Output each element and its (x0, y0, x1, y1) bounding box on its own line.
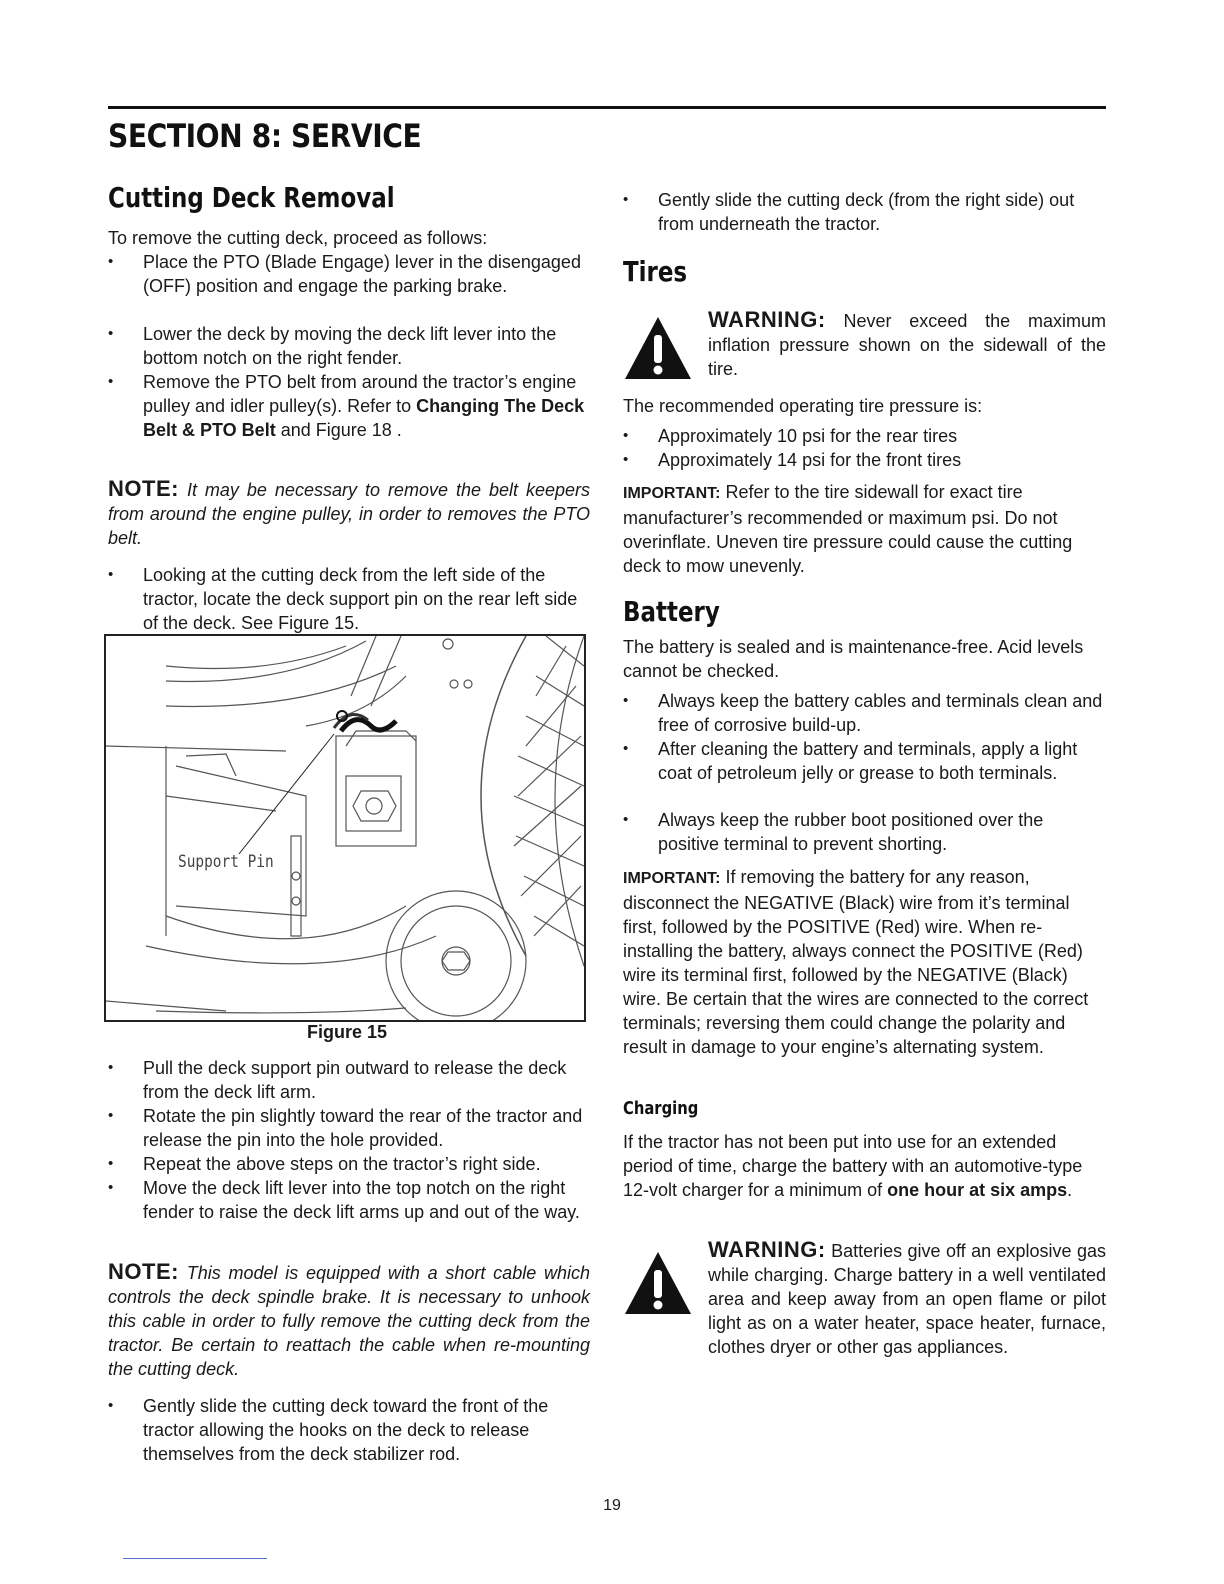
battery-important (623, 865, 1108, 1059)
bullet-rotate-pin: • Rotate the pin slightly toward the rear of the tractor and release the pin into the hole provided. (108, 1104, 590, 1152)
section-title: SECTION 8: SERVICE (108, 117, 422, 155)
warning-label: WARNING: (708, 1237, 826, 1262)
bullet-pull-pin: • Pull the deck support pin outward to release the deck from the deck lift arm. (108, 1056, 590, 1104)
tires-warning-text (708, 308, 1106, 381)
cutting-deck-intro: To remove the cutting deck, proceed as follows: (108, 228, 488, 248)
tires-warning (623, 308, 1108, 384)
warning-triangle-icon (623, 313, 693, 383)
bullet-petroleum-jelly: • After cleaning the battery and terminals, apply a light coat of petroleum jelly or grease to both terminals. (623, 737, 1108, 785)
charging-warning (623, 1238, 1108, 1388)
bullet-remove-pto-belt (108, 370, 590, 442)
cutting-deck-removal-heading: Cutting Deck Removal (108, 181, 395, 214)
bullet-pto-lever: • Place the PTO (Blade Engage) lever in the disengaged (OFF) position and engage the parking brake. (108, 250, 590, 298)
note-text: It may be necessary to remove the belt keepers from around the engine pulley, in order to removes the PTO belt. (108, 480, 590, 548)
bullet-lower-deck: • Lower the deck by moving the deck lift lever into the bottom notch on the right fender. (108, 322, 590, 370)
bullet-rear-tires: • Approximately 10 psi for the rear tires (623, 424, 1108, 448)
bullet-front-tires: • Approximately 14 psi for the front tires (623, 448, 1108, 472)
charging-text (623, 1130, 1108, 1202)
warning-body: Never exceed the maximum inflation pressure shown on the sidewall of the tire. (708, 311, 1106, 379)
pto-belt-figure-ref: and Figure 18 . (275, 420, 402, 440)
warning-triangle-icon (623, 1248, 693, 1318)
bullet-slide-right-side: • Gently slide the cutting deck (from the right side) out from underneath the tractor. (623, 188, 1108, 236)
battery-heading: Battery (623, 595, 720, 628)
tires-important (623, 480, 1108, 578)
note-text: This model is equipped with a short cable which controls the deck spindle brake. It is necessary to unhook this cable in order to fully remove the cutting deck from the tractor. Be certain to reattach the cable when re-mounting the cutting deck. (108, 1263, 590, 1379)
pto-belt-reference: Changing The Deck Belt & PTO Belt (143, 396, 585, 440)
charging-heading: Charging (623, 1098, 699, 1119)
bullet-move-lever: • Move the deck lift lever into the top notch on the right fender to raise the deck lift arms up and out of the way. (108, 1176, 590, 1224)
deck-support-pin-drawing (106, 636, 584, 1020)
charging-body: If the tractor has not been put into use for an extended period of time, charge the battery with an automotive-type 12-volt charger for a minimum of (623, 1132, 1083, 1200)
important-label: IMPORTANT: (623, 870, 721, 887)
battery-intro: The battery is sealed and is maintenance-free. Acid levels cannot be checked. (623, 637, 1084, 681)
note-belt-keepers (108, 477, 590, 550)
important-text: If removing the battery for any reason, disconnect the NEGATIVE (Black) wire from it’s terminal first, followed by the POSITIVE (Red) wire. When re-installing the battery, always connect the POSITIVE (Red) wire its terminal first, followed by the NEGATIVE (Black) wire. Be certain that the wires are connected to the correct terminals; reversing them could change the polarity and result in damage to your engine’s alternating system. (623, 867, 1089, 1057)
charging-duration: one hour at six amps (887, 1180, 1068, 1200)
bullet-looking-at-deck: • Looking at the cutting deck from the left side of the tractor, locate the deck support pin on the rear left side of the deck. See Figure 15. (108, 563, 590, 635)
charging-warning-text (708, 1238, 1106, 1359)
bullet-slide-toward-front: • Gently slide the cutting deck toward the front of the tractor allowing the hooks on the deck to release themselves from the deck stabilizer rod. (108, 1394, 590, 1466)
bullet-rubber-boot: • Always keep the rubber boot positioned over the positive terminal to prevent shorting. (623, 808, 1108, 856)
tire-pressure-intro: The recommended operating tire pressure is: (623, 396, 983, 416)
important-text: Refer to the tire sidewall for exact tire manufacturer’s recommended or maximum psi. Do not overinflate. Uneven tire pressure could cause the cutting deck to mow unevenly. (623, 482, 1073, 576)
top-rule (108, 106, 1106, 109)
important-label: IMPORTANT: (623, 485, 721, 502)
figure-15-caption: Figure 15 (306, 1022, 388, 1042)
figure-15-illustration (104, 634, 586, 1022)
note-short-cable (108, 1260, 590, 1381)
page-number: 19 (603, 1497, 621, 1514)
warning-label: WARNING: (708, 307, 826, 332)
tires-heading: Tires (623, 255, 688, 288)
bullet-repeat-steps: • Repeat the above steps on the tractor’s right side. (108, 1152, 590, 1176)
note-label: NOTE: (108, 1259, 179, 1284)
bullet-keep-clean: • Always keep the battery cables and terminals clean and free of corrosive build-up. (623, 689, 1108, 737)
support-pin-label: Support Pin (178, 852, 274, 872)
footer-rule (123, 1558, 267, 1559)
charging-end: . (1067, 1180, 1073, 1200)
pto-belt-text: Remove the PTO belt from around the tractor’s engine pulley and idler pulley(s). Refer to (143, 372, 577, 416)
warning-body: Batteries give off an explosive gas while charging. Charge battery in a well ventilated area and keep away from an open flame or pilot light as on a water heater, space heater, furnace, clothes dryer or other gas appliances. (708, 1241, 1106, 1357)
note-label: NOTE: (108, 476, 179, 501)
